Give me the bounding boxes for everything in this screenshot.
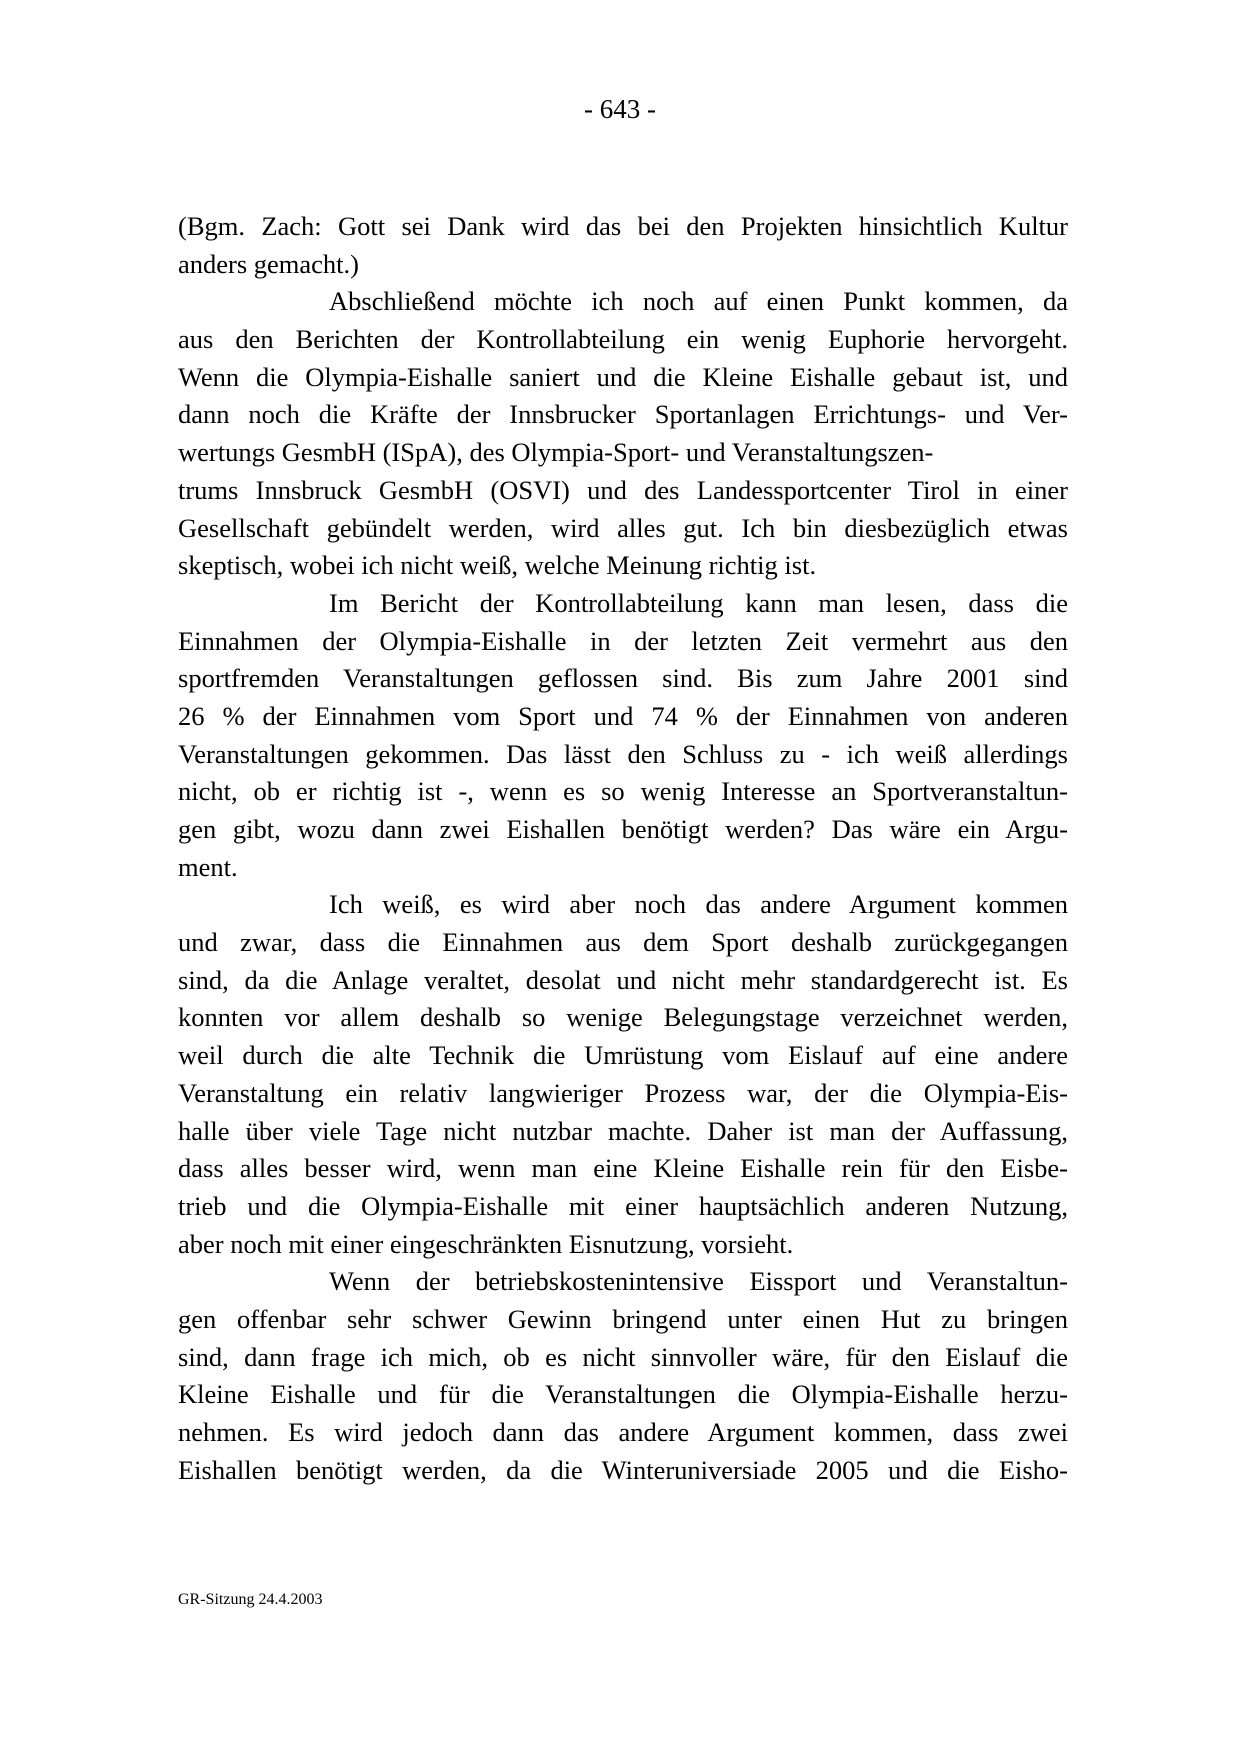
text-line: wertungs GesmbH (ISpA), des Olympia-Sport- und Veranstaltungszen- [178,437,934,468]
text-line: Einnahmen der Olympia-Eishalle in der letzten Zeit vermehrt aus den [178,625,1068,656]
text-line: nehmen. Es wird jedoch dann das andere Argument kommen, dass zwei [178,1417,1068,1447]
text-line: dass alles besser wird, wenn man eine Kleine Eishalle rein für den Eisbe- [178,1153,1068,1184]
text-line: trieb und die Olympia-Eishalle mit einer hauptsächlich anderen Nutzung, [178,1190,1068,1221]
text-line: Eishallen benötigt werden, da die Winteruniversiade 2005 und die Eisho- [178,1454,1068,1485]
paragraph-euphoria [178,283,1068,585]
text-line: sportfremden Veranstaltungen geflossen sind. Bis zum Jahre 2001 sind [178,663,1068,694]
text-line: Veranstaltung ein relativ langwieriger Prozess war, der die Olympia-Eis- [178,1077,1068,1108]
text-line: Wenn der betriebskostenintensive Eissport und Veranstaltun- [329,1266,1068,1297]
document-body [178,208,1068,1489]
text-line: trums Innsbruck GesmbH (OSVI) und des Landessportcenter Tirol in einer [178,474,1068,505]
text-line: Ich weiß, es wird aber noch das andere Argument kommen [329,889,1068,920]
text-line: gen gibt, wozu dann zwei Eishallen benötigt werden? Das wäre ein Argu- [178,814,1068,844]
text-line: sind, da die Anlage veraltet, desolat und nicht mehr standardgerecht ist. Es [178,964,1068,995]
text-line: 26 % der Einnahmen vom Sport und 74 % der Einnahmen von anderen [178,700,1068,731]
text-line: gen offenbar sehr schwer Gewinn bringend unter einen Hut zu bringen [178,1303,1068,1334]
text-line: Gesellschaft gebündelt werden, wird alles gut. Ich bin diesbezüglich etwas [178,512,1068,543]
paragraph-operating-costs [178,1263,1068,1489]
text-line: Abschließend möchte ich noch auf einen Punkt kommen, da [329,286,1068,317]
text-line: nicht, ob er richtig ist -, wenn es so wenig Interesse an Sportveranstaltun- [178,776,1068,807]
text-line: Wenn die Olympia-Eishalle saniert und die Kleine Eishalle gebaut ist, und [178,361,1068,392]
text-line: (Bgm. Zach: Gott sei Dank wird das bei den Projekten hinsichtlich Kultur [178,211,1068,241]
paragraph-revenue [178,585,1068,887]
text-line: skeptisch, wobei ich nicht weiß, welche Meinung richtig ist. [178,550,817,581]
text-line: Im Bericht der Kontrollabteilung kann man lesen, dass die [329,587,1068,618]
paragraph-interjection [178,208,1068,283]
text-line: aber noch mit einer eingeschränkten Eisnutzung, vorsieht. [178,1228,794,1259]
page-number: - 643 - [584,94,656,124]
text-line: dann noch die Kräfte der Innsbrucker Sportanlagen Errichtungs- und Ver- [178,399,1068,430]
text-line: und zwar, dass die Einnahmen aus dem Sport deshalb zurückgegangen [178,927,1068,958]
text-line: halle über viele Tage nicht nutzbar machte. Daher ist man der Auffassung, [178,1115,1068,1146]
text-line: Kleine Eishalle und für die Veranstaltungen die Olympia-Eishalle herzu- [178,1379,1068,1410]
text-line: Veranstaltungen gekommen. Das lässt den Schluss zu - ich weiß allerdings [178,738,1068,769]
text-line: sind, dann frage ich mich, ob es nicht sinnvoller wäre, für den Eislauf die [178,1341,1068,1372]
text-line: konnten vor allem deshalb so wenige Belegungstage verzeichnet werden, [178,1002,1068,1033]
text-line: ment. [178,851,238,882]
paragraph-argument [178,886,1068,1263]
text-line: weil durch die alte Technik die Umrüstung vom Eislauf auf eine andere [178,1040,1068,1071]
text-line: anders gemacht.) [178,248,359,279]
text-line: aus den Berichten der Kontrollabteilung ein wenig Euphorie hervorgeht. [178,324,1068,355]
footer-session-label: GR-Sitzung 24.4.2003 [178,1591,323,1608]
